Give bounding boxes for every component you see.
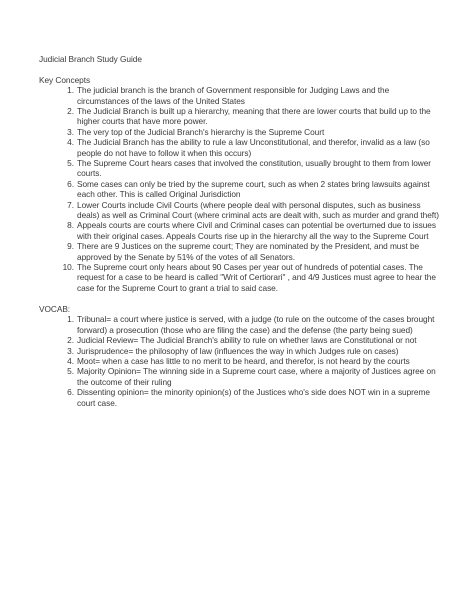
list-item — [39, 179, 439, 200]
study-guide — [39, 54, 439, 408]
section-heading-vocab: VOCAB: — [39, 303, 71, 314]
list-item — [39, 220, 439, 241]
list-item — [39, 387, 439, 408]
list-item — [39, 200, 439, 221]
list-item — [39, 241, 439, 262]
item-text: The Judicial Branch has the ability to rule a law Unconstitutional, and therefor, invalid as a law (so people do not have to follow it when this occurs) — [77, 137, 430, 158]
item-text: Moot= when a case has little to no merit to be heard, and therefor, is not heard by the courts — [77, 356, 410, 366]
item-text: Tribunal= a court where justice is served, with a judge (to rule on the outcome of the cases brought forward) a prosecution (those who are filing the case) and the defense (the party being sued) — [77, 314, 435, 335]
item-number: 6. — [67, 178, 74, 189]
key-concepts-list — [39, 85, 439, 293]
list-item — [39, 127, 439, 137]
item-text: The Judicial Branch is built up a hierarchy, meaning that there are lower courts that build up to the higher courts that have more power. — [77, 105, 431, 127]
item-text: Majority Opinion= The winning side in a Supreme court case, where a majority of Justices agree on the outcome of their ruling — [77, 366, 436, 387]
item-number: 2. — [67, 105, 74, 116]
item-text: Judicial Review= The Judicial Branch's ability to rule on whether laws are Constitutional or not — [77, 335, 417, 346]
item-number: 3. — [67, 345, 74, 356]
item-text: The Supreme court only hears about 90 Cases per year out of hundreds of potential cases. The request for a case to be heard is called "Writ of Certiorari" , and 4/9 Justices must agree to hear the case for the Supreme Court to grant a trial to said case. — [77, 262, 436, 293]
list-item — [39, 262, 439, 293]
list-item — [39, 158, 439, 179]
item-text: Lower Courts include Civil Courts (where people deal with personal disputes, such as business deals) as well as Criminal Court (where criminal acts are dealt with, such as murder and grand theft) — [77, 199, 440, 221]
list-item — [39, 335, 439, 345]
spacer — [39, 293, 439, 304]
item-number: 4. — [67, 356, 74, 366]
item-text: The very top of the Judicial Branch's hierarchy is the Supreme Court — [77, 126, 325, 137]
item-number: 5. — [67, 366, 74, 377]
spacer — [39, 64, 439, 74]
item-text: Some cases can only be tried by the supreme court, such as when 2 states bring lawsuits against each other. This is called Original Jurisdiction — [77, 178, 430, 200]
section-heading-key-concepts: Key Concepts — [39, 74, 91, 85]
vocab-list — [39, 314, 439, 408]
item-number: 1. — [67, 85, 74, 96]
item-number: 2. — [67, 335, 74, 346]
item-number: 6. — [67, 387, 74, 398]
item-text: Jurisprudence= the philosophy of law (influences the way in which Judges rule on cases) — [77, 345, 399, 356]
list-item — [39, 366, 439, 387]
item-number: 7. — [67, 199, 74, 210]
item-text: Dissenting opinion= the minority opinion(s) of the Justices who's side does NOT win in a supreme court case. — [77, 387, 430, 408]
item-text: There are 9 Justices on the supreme court; They are nominated by the President, and must be approved by the Senate by 51% of the votes of all Senators. — [77, 241, 420, 262]
item-text: Appeals courts are courts where Civil and Criminal cases can potential be overturned due to issues with their original cases. Appeals Courts rise up in the hierarchy all the way to the Supreme Court — [77, 220, 436, 241]
list-item — [39, 346, 439, 356]
item-number: 1. — [67, 314, 74, 325]
item-number: 5. — [67, 158, 74, 169]
document-title: Judicial Branch Study Guide — [39, 54, 142, 64]
item-number: 3. — [67, 126, 74, 137]
item-number: 10. — [62, 262, 74, 273]
list-item — [39, 106, 439, 127]
item-text: The judicial branch is the branch of Government responsible for Judging Laws and the circumstances of the laws of the United States — [77, 85, 390, 106]
item-number: 9. — [67, 241, 74, 252]
item-text: The Supreme Court hears cases that involved the constitution, usually brought to them from lower courts. — [77, 158, 431, 179]
item-number: 4. — [67, 137, 74, 148]
list-item — [39, 314, 439, 335]
list-item — [39, 85, 439, 106]
item-number: 8. — [67, 220, 74, 231]
list-item — [39, 356, 439, 366]
list-item — [39, 137, 439, 158]
